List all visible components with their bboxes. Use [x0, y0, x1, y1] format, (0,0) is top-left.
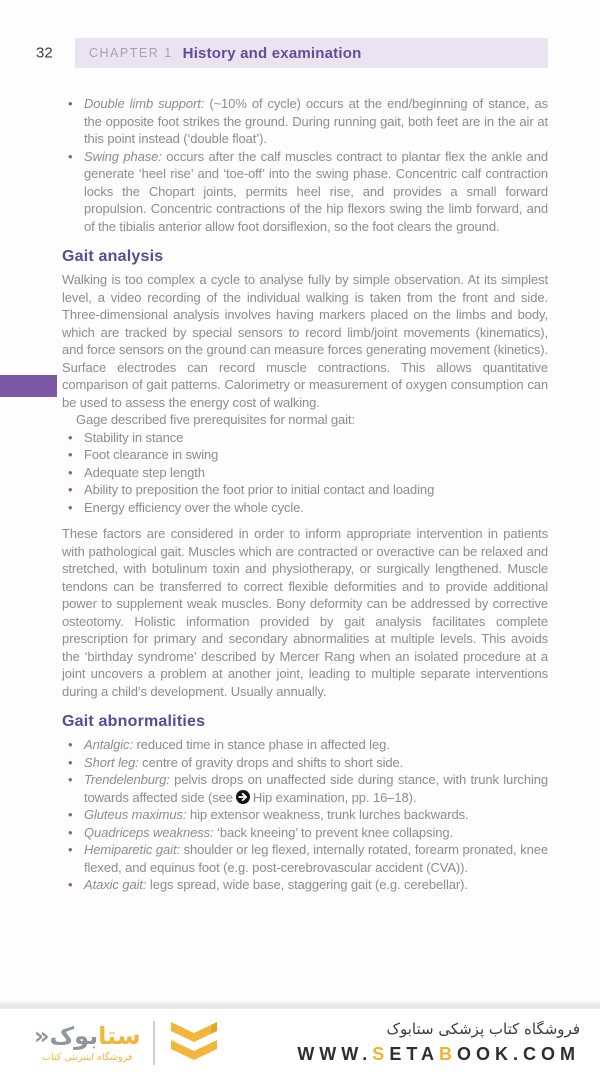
page-header	[0, 38, 600, 68]
bullet-lead: Gluteus maximus:	[84, 807, 187, 822]
list-item	[84, 95, 548, 148]
cross-reference-arrow-icon	[236, 790, 250, 804]
bullet-text: Ability to preposition the foot prior to initial contact and loading	[84, 482, 435, 497]
bullet-text: reduced time in stance phase in affected leg.	[132, 737, 390, 752]
chapter-header-bar	[75, 38, 548, 68]
bullet-text: legs spread, wide base, staggering gait (e.g. cerebellar).	[146, 877, 468, 892]
bullet-lead: Short leg:	[84, 754, 139, 770]
bullet-lead: Ataxic gait:	[84, 877, 147, 892]
bullet-text: Foot clearance in swing	[84, 447, 219, 462]
list-item	[84, 736, 548, 754]
watermark-footer	[0, 1009, 600, 1080]
brand-quote-mark: «	[34, 1021, 50, 1050]
website-text: ETA	[389, 1044, 439, 1064]
bullet-text: occurs after the calf muscles contract to plantar flex the ankle and generate ‘heel rise’ and ‘toe-off’ into the swing phase. Concentric calf contraction locks the Chopart joints, permits heel rise, and provides a small forward propulsion. Concentric contractions of the hip flexors swing the limb forward, and of the tibialis anterior allow foot dorsiflexion, so the foot clears the ground.	[84, 148, 548, 234]
list-item	[84, 806, 548, 824]
brand-text-gold: ستا	[98, 1021, 141, 1050]
section-heading-gait-analysis: Gait analysis	[62, 248, 164, 265]
list-item	[84, 824, 548, 842]
list-item	[84, 876, 548, 894]
bullet-lead: Double limb support:	[84, 96, 205, 111]
list-item	[84, 771, 548, 806]
bullet-text: Stability in stance	[84, 429, 184, 445]
chapter-title: History and examination	[182, 44, 362, 62]
list-item	[84, 464, 548, 482]
page-number: 32	[36, 44, 53, 62]
bullet-lead: Hemiparetic gait:	[84, 842, 180, 857]
bullet-text: centre of gravity drops and shifts to short side.	[138, 754, 404, 770]
list-item	[84, 446, 548, 464]
paragraph: Walking is too complex a cycle to analyse fully by simple observation. At its simplest level, a video recording of the individual walking is taken from the front and side. Three-dimensional analysis involves having markers placed on the limbs and body, which are tracked by special sensors to record limb/joint movements (kinematics), and force sensors on the ground can measure forces generating movement (kinetics). Surface electrodes can record muscle contractions. This allows quantitative comparison of gait patterns. Calorimetry or measurement of oxygen consumption can be used to assess the energy cost of walking.	[62, 272, 548, 410]
bullet-lead: Trendelenburg:	[84, 772, 170, 787]
section-heading-gait-abnormalities: Gait abnormalities	[62, 713, 206, 730]
bookstore-name-persian: فروشگاه کتاب پزشکی ستابوک	[386, 1020, 580, 1038]
bullet-text: pelvis drops on unaffected side during stance, with trunk lurching towards affected side (see	[84, 772, 548, 805]
bookstore-website	[297, 1044, 580, 1065]
bullet-text: hip extensor weakness, trunk lurches backwards.	[186, 807, 469, 822]
list-item	[84, 841, 548, 876]
double-chevron-logo-icon	[167, 1016, 221, 1069]
gait-abnormalities-list	[62, 736, 548, 894]
logo-divider	[153, 1021, 155, 1065]
bookstore-logo	[34, 1016, 221, 1069]
website-text: WWW.	[297, 1044, 373, 1064]
paragraph: Gage described five prerequisites for normal gait:	[76, 412, 355, 427]
website-text: .COM	[513, 1044, 580, 1064]
bookstore-brand-name	[34, 1023, 141, 1049]
list-item	[84, 754, 548, 772]
list-item	[84, 429, 548, 447]
bullet-text: Adequate step length	[84, 464, 205, 480]
bookstore-tagline: فروشگاه اینترنتی کتاب	[42, 1051, 133, 1063]
list-item	[84, 499, 548, 517]
gait-cycle-bullet-list	[62, 95, 548, 235]
page-body	[62, 95, 548, 894]
bullet-lead: Swing phase:	[84, 148, 162, 164]
bullet-text: ‘back kneeing’ to prevent knee collapsing.	[213, 824, 453, 840]
brand-text-gray: بوک	[49, 1021, 99, 1050]
page-edge-shadow	[0, 1000, 600, 1009]
bullet-text: Energy efficiency over the whole cycle.	[84, 499, 304, 515]
bookstore-wordmark	[34, 1023, 141, 1063]
bookstore-contact	[297, 1020, 580, 1065]
list-item	[84, 148, 548, 236]
chapter-edge-tab	[0, 375, 57, 397]
bullet-lead: Quadriceps weakness:	[84, 824, 214, 840]
bullet-text: Hip examination, pp. 16–18).	[252, 789, 417, 805]
bullet-lead: Antalgic:	[84, 737, 133, 752]
bullet-text: shoulder or leg flexed, internally rotated, forearm pronated, knee flexed, and equinus foot (e.g. post-cerebrovascular accident (CVA)).	[84, 842, 548, 875]
website-text: B	[438, 1044, 457, 1064]
bullet-text: (~10% of cycle) occurs at the end/beginning of stance, as the opposite foot strikes the ground. During running gait, both feet are in the air at this point instead (‘double float’).	[84, 96, 548, 146]
list-item	[84, 481, 548, 499]
paragraph: These factors are considered in order to inform appropriate intervention in patients with pathological gait. Muscles which are contracted or overactive can be relaxed and stretched, with botulinum toxin and physiotherapy, or surgically lengthened. Muscle tendons can be transferred to correct flexible deformities and to provide additional power to supplement weak muscles. Bony deformity can be addressed by corrective osteotomy. Holistic information provided by gait analysis facilitates complete prescription for primary and secondary abnormalities at multiple levels. This avoids the ‘birthday syndrome’ described by Mercer Rang when an isolated procedure at a joint uncovers a problem at another joint, leading to multiple separate interventions during a child’s development. Usually annually.	[62, 526, 548, 699]
website-text: OOK	[456, 1044, 513, 1064]
website-text: S	[372, 1044, 390, 1064]
gait-prerequisites-list	[62, 429, 548, 517]
chapter-label: CHAPTER 1	[89, 46, 173, 60]
